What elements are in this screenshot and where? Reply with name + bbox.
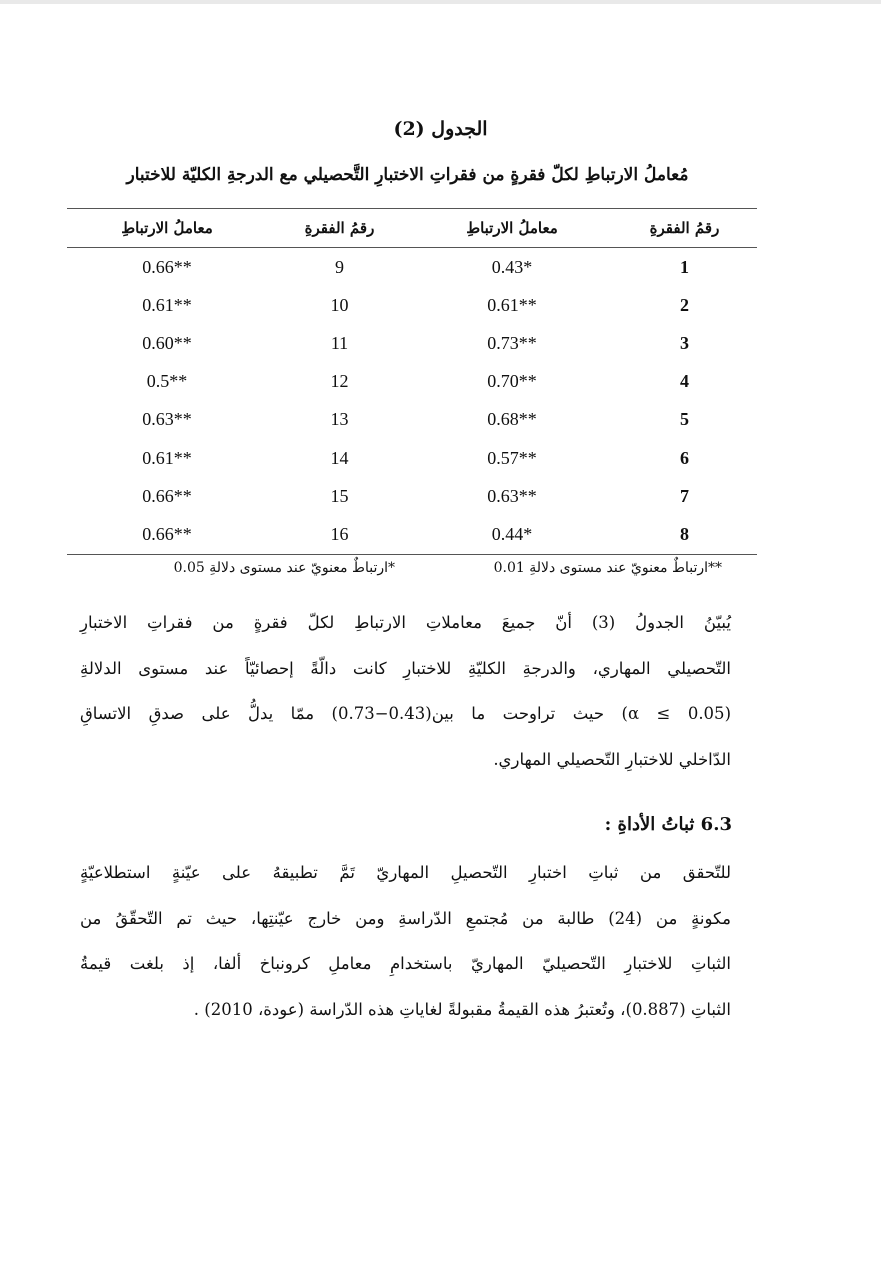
cell-correlation-value: 0.61**	[487, 294, 537, 315]
cell-correlation-value: 0.61**	[142, 447, 192, 468]
cell-item-number	[267, 477, 412, 515]
cell-correlation-value: 0.70**	[487, 371, 537, 392]
table-row	[67, 439, 757, 477]
cell-item-number-value: 9	[335, 256, 344, 277]
cell-correlation	[67, 248, 267, 287]
cell-item-number-value: 14	[330, 447, 349, 468]
cell-correlation-value: 0.66**	[142, 523, 192, 544]
correlation-table	[67, 208, 757, 555]
header-correlation-b: معاملُ الارتباطِ	[67, 209, 267, 248]
cell-item-number	[267, 324, 412, 362]
paragraph-validity	[80, 600, 731, 782]
cell-item-number	[612, 286, 757, 324]
table-row	[67, 401, 757, 439]
cell-correlation	[67, 363, 267, 401]
cell-correlation	[412, 324, 612, 362]
cell-correlation	[67, 439, 267, 477]
paragraph-line: للتّحقق من ثباتِ اختبارِ التّحصيلِ المهاريّ تَمَّ تطبيقهُ على عيّنةٍ استطلاعيّةٍ	[80, 863, 731, 882]
cell-correlation-value: 0.5**	[146, 371, 188, 392]
cell-item-number	[267, 515, 412, 554]
cell-item-number	[612, 363, 757, 401]
note-significance-005: *ارتباطٌ معنويّ عند مستوى دلالةِ 0.05	[173, 560, 395, 576]
cell-correlation	[412, 439, 612, 477]
cell-correlation-value: 0.61**	[142, 294, 192, 315]
cell-item-number-value: 15	[330, 485, 349, 506]
paragraph-line: الثباتِ للاختبارِ التّحصيليّ المهاريّ باستخدامِ معاملِ كرونباخ ألفا، إذ بلغت قيمةُ	[80, 954, 731, 973]
section-heading: 6.3 ثباتُ الأداةِ :	[604, 814, 732, 835]
cell-item-number-value: 8	[680, 523, 689, 544]
table-row	[67, 363, 757, 401]
cell-item-number-value: 13	[330, 409, 349, 430]
cell-correlation	[67, 286, 267, 324]
cell-item-number	[267, 248, 412, 287]
cell-item-number	[267, 439, 412, 477]
cell-correlation	[67, 401, 267, 439]
page-top-edge	[0, 0, 881, 4]
cell-correlation	[412, 401, 612, 439]
table-row	[67, 477, 757, 515]
paragraph-line: (α ≤ 0.05) حيث تراوحت ما بين(0.43−0.73) ممّا يدلُّ على صدقِ الاتساقِ	[80, 704, 731, 723]
cell-correlation	[412, 477, 612, 515]
table-row	[67, 286, 757, 324]
cell-item-number-value: 2	[680, 294, 689, 315]
paragraph-line: الدّاخلي للاختبارِ التّحصيلي المهاري.	[493, 749, 731, 769]
cell-item-number	[612, 324, 757, 362]
cell-correlation	[67, 477, 267, 515]
cell-item-number	[612, 248, 757, 287]
cell-item-number-value: 7	[680, 485, 689, 506]
cell-correlation-value: 0.66**	[142, 485, 192, 506]
cell-item-number-value: 4	[680, 371, 689, 392]
cell-correlation	[67, 515, 267, 554]
note-significance-001: **ارتباطٌ معنويّ عند مستوى دلالةِ 0.01	[493, 560, 722, 576]
cell-correlation-value: 0.63**	[487, 485, 537, 506]
header-item-number-b: رقمُ الفقرةِ	[267, 209, 412, 248]
cell-item-number	[612, 401, 757, 439]
cell-correlation	[67, 324, 267, 362]
cell-item-number-value: 1	[680, 256, 689, 277]
cell-correlation-value: 0.43*	[491, 256, 533, 277]
cell-item-number-value: 12	[330, 371, 349, 392]
cell-correlation	[412, 515, 612, 554]
cell-item-number	[267, 363, 412, 401]
cell-correlation-value: 0.57**	[487, 447, 537, 468]
table-body	[67, 248, 757, 555]
cell-correlation	[412, 286, 612, 324]
paragraph-reliability	[80, 850, 731, 1032]
table-row	[67, 324, 757, 362]
cell-item-number	[612, 477, 757, 515]
header-item-number-a: رقمُ الفقرةِ	[612, 209, 757, 248]
cell-correlation	[412, 363, 612, 401]
cell-item-number	[612, 439, 757, 477]
header-correlation-a: معاملُ الارتباطِ	[412, 209, 612, 248]
cell-correlation-value: 0.66**	[142, 256, 192, 277]
paragraph-line: مكونةٍ من (24) طالبة من مُجتمعِ الدّراسةِ ومن خارج عيّنتِها، حيث تم التّحقّقُ من	[80, 908, 731, 928]
cell-item-number-value: 3	[680, 332, 689, 353]
cell-item-number-value: 11	[330, 332, 349, 353]
cell-correlation	[412, 248, 612, 287]
cell-correlation-value: 0.44*	[491, 523, 533, 544]
cell-item-number-value: 5	[680, 409, 689, 430]
paragraph-line: التّحصيلي المهاري، والدرجةِ الكليّةِ للاختبارِ كانت دالّةً إحصائيّاً عند مستوى الدلالةِ	[80, 658, 731, 678]
paragraph-line: يُبيّنُ الجدولُ (3) أنّ جميعَ معاملاتِ الارتباطِ لكلّ فقرةٍ من فقراتِ الاختبارِ	[80, 613, 732, 632]
cell-item-number-value: 16	[330, 523, 349, 544]
cell-item-number	[267, 286, 412, 324]
table-row	[67, 515, 757, 554]
cell-item-number	[612, 515, 757, 554]
cell-item-number-value: 6	[680, 447, 689, 468]
table-row	[67, 248, 757, 287]
cell-item-number-value: 10	[330, 294, 349, 315]
cell-correlation-value: 0.60**	[142, 332, 192, 353]
cell-correlation-value: 0.73**	[487, 332, 537, 353]
cell-correlation-value: 0.68**	[487, 409, 537, 430]
cell-item-number	[267, 401, 412, 439]
cell-correlation-value: 0.63**	[142, 409, 192, 430]
table-header-row	[67, 209, 757, 248]
paragraph-line: الثباتِ (0.887)، وتُعتبرُ هذه القيمةُ مقبولةً لغاياتِ هذه الدّراسة (عودة، 2010) .	[193, 999, 731, 1019]
table-caption: مُعاملُ الارتباطِ لكلّ فقرةٍ من فقراتِ الاختبارِ التَّحصيلي مع الدرجةِ الكليّة للاختبار	[126, 165, 689, 185]
table-title: الجدول (2)	[393, 118, 488, 140]
